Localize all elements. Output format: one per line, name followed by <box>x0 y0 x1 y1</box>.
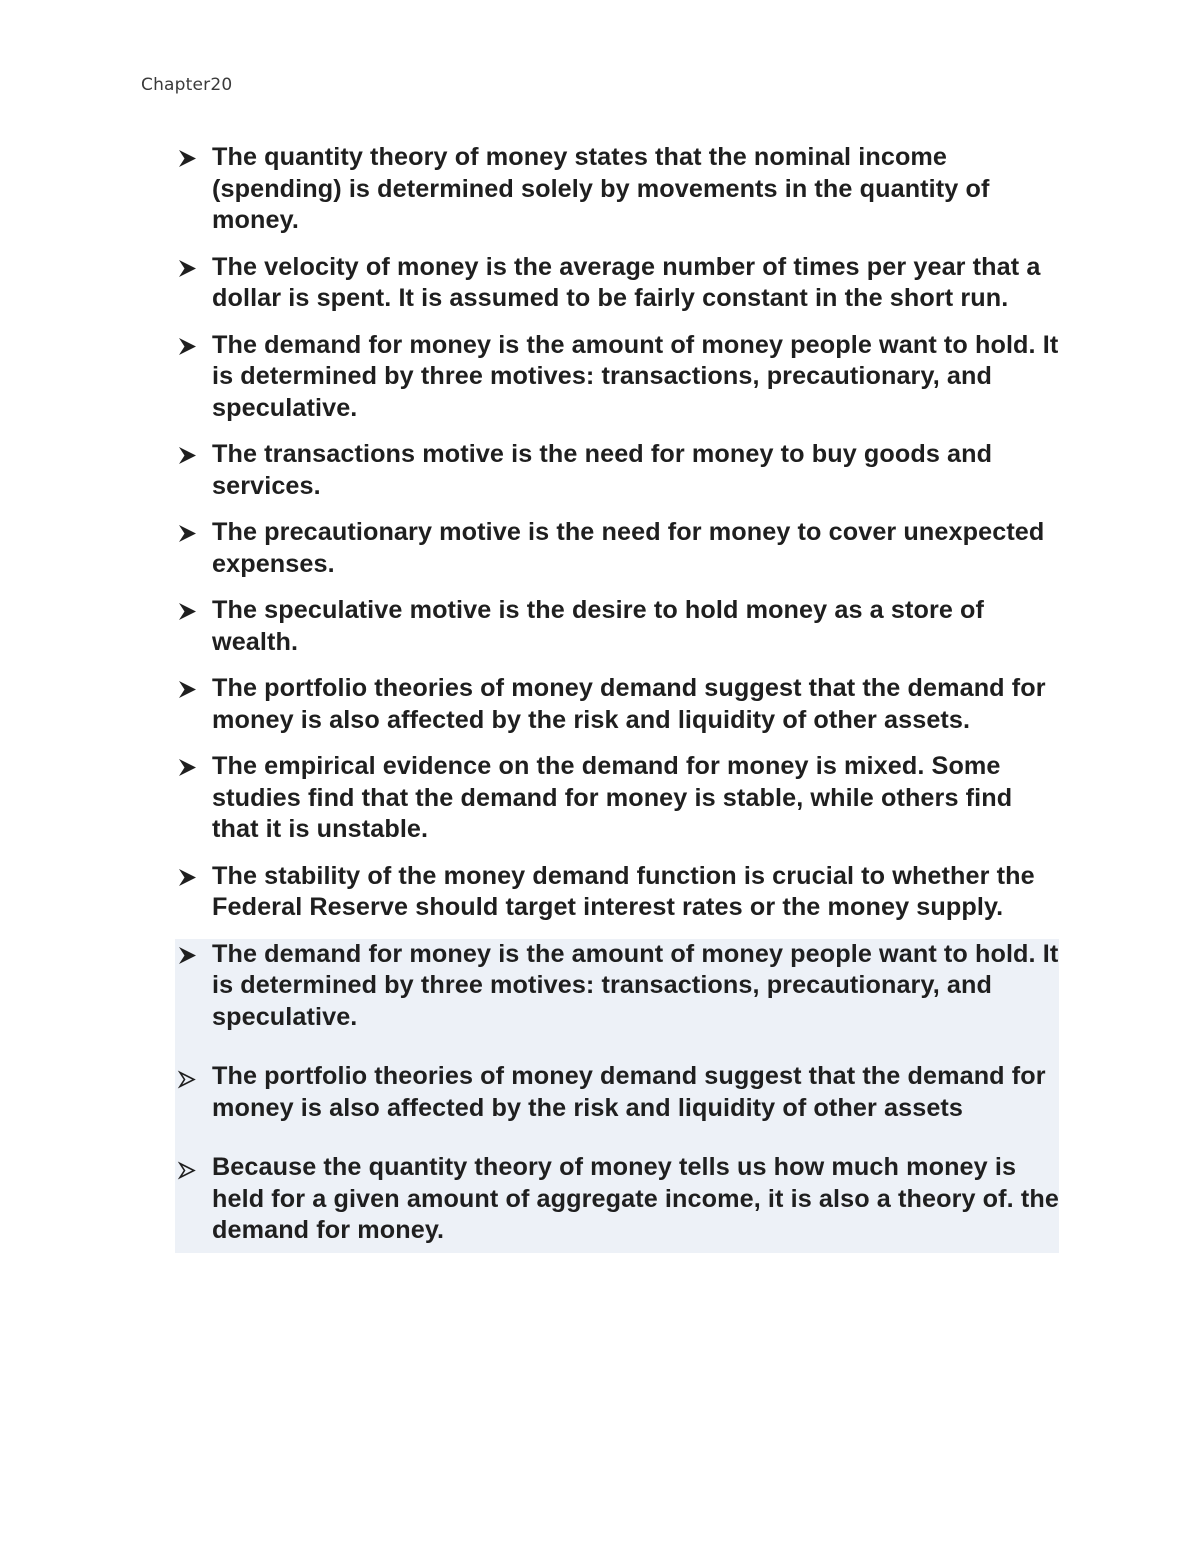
arrowhead-bullet-icon <box>177 946 197 965</box>
bullet-item <box>175 1061 1059 1124</box>
arrowhead-outline-bullet-icon <box>177 1161 197 1180</box>
bullet-list <box>175 142 1059 1253</box>
arrowhead-bullet-icon <box>177 259 197 278</box>
chapter-header: Chapter20 <box>141 75 233 95</box>
bullet-text: The empirical evidence on the demand for money is mixed. Some studies find that the demand for money is stable, while others find that it is unstable. <box>212 752 1013 843</box>
arrowhead-bullet-icon <box>177 680 197 699</box>
bullet-text: The velocity of money is the average number of times per year that a dollar is spent. It is assumed to be fairly constant in the short run. <box>212 252 1041 312</box>
arrowhead-bullet-icon <box>177 524 197 543</box>
arrowhead-bullet-icon <box>177 758 197 777</box>
arrowhead-bullet-icon <box>177 446 197 465</box>
bullet-text: The demand for money is the amount of money people want to hold. It is determined by three motives: transactions, precautionary, and speculative. <box>212 939 1059 1031</box>
arrowhead-outline-bullet-icon <box>177 1070 197 1089</box>
arrowhead-bullet-icon <box>177 337 197 356</box>
bullet-item <box>175 330 1059 425</box>
arrowhead-bullet-icon <box>177 149 197 168</box>
bullet-item <box>175 517 1059 580</box>
bullet-text: The portfolio theories of money demand suggest that the demand for money is also affected by the risk and liquidity of other assets. <box>212 674 1046 734</box>
arrowhead-bullet-icon <box>177 868 197 887</box>
bullet-text: The portfolio theories of money demand suggest that the demand for money is also affected by the risk and liquidity of other assets <box>212 1062 1046 1122</box>
bullet-item <box>175 439 1059 502</box>
arrowhead-bullet-icon <box>177 602 197 621</box>
bullet-text: The transactions motive is the need for money to buy goods and services. <box>212 440 993 500</box>
bullet-item <box>175 751 1059 846</box>
bullet-text: The quantity theory of money states that the nominal income (spending) is determined solely by movements in the quantity of money. <box>212 143 990 234</box>
bullet-text: The demand for money is the amount of money people want to hold. It is determined by three motives: transactions, precautionary, and speculative. <box>212 330 1059 422</box>
bullet-text: Because the quantity theory of money tells us how much money is held for a given amount of aggregate income, it is also a theory of. the demand for money. <box>212 1153 1059 1244</box>
bullet-text: The stability of the money demand function is crucial to whether the Federal Reserve should target interest rates or the money supply. <box>212 861 1035 921</box>
highlighted-bullet-block <box>175 939 1059 1253</box>
bullet-item <box>175 142 1059 237</box>
bullet-item <box>175 252 1059 315</box>
bullet-text: The precautionary motive is the need for money to cover unexpected expenses. <box>212 518 1045 578</box>
bullet-item <box>175 595 1059 658</box>
bullet-item <box>175 1152 1059 1247</box>
bullet-item <box>175 861 1059 924</box>
bullet-item <box>175 673 1059 736</box>
bullet-text: The speculative motive is the desire to hold money as a store of wealth. <box>212 596 985 656</box>
bullet-item <box>175 939 1059 1034</box>
